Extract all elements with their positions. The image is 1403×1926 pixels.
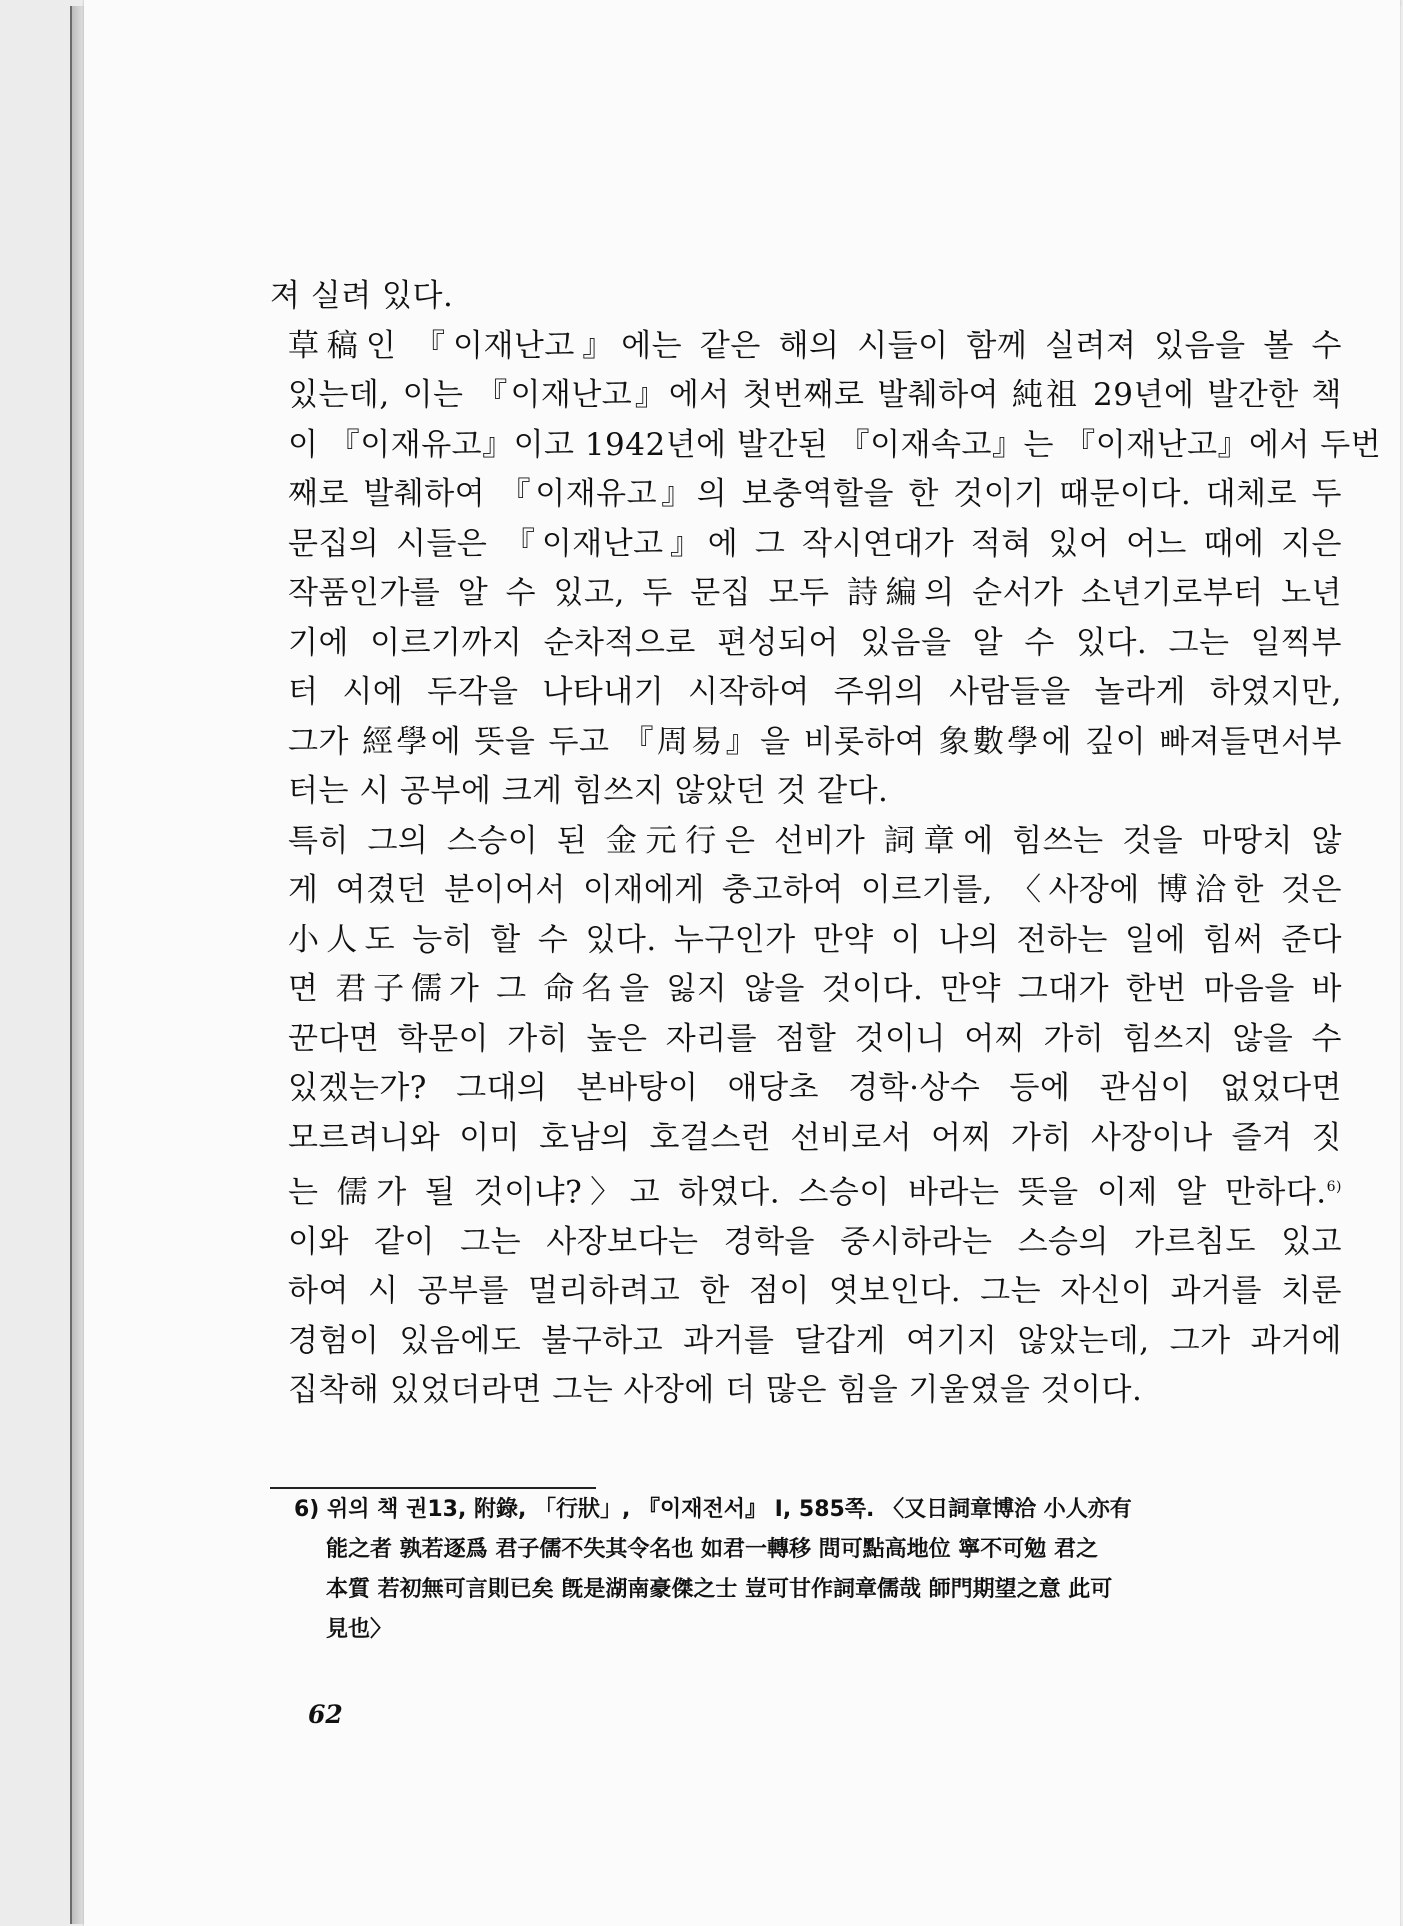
body-line: 문집의 시들은 『이재난고』에 그 작시연대가 적혀 있어 어느 때에 지은 [288,525,1342,562]
book-page [84,0,1400,1926]
body-line: 있겠는가? 그대의 본바탕이 애당초 경학·상수 등에 관심이 없었다면 [288,1070,1342,1106]
body-line: 小人도 능히 할 수 있다. 누구인가 만약 이 나의 전하는 일에 힘써 준다 [288,921,1342,958]
body-line: 째로 발췌하여 『이재유고』의 보충역할을 한 것이기 때문이다. 대체로 두 [288,476,1342,512]
page-number: 62 [308,1700,343,1729]
paragraph-2 [270,322,1382,817]
body-line: 게 여겼던 분이어서 이재에게 충고하여 이르기를, 〈사장에 博洽한 것은 [288,872,1342,908]
footnote-line: 見也〉 [326,1617,393,1642]
body-line: 져 실려 있다. [270,278,454,314]
footnote-reference: 6) [1326,1179,1342,1195]
footnote-line: 6) 위의 책 권13, 附錄, 「行狀」, 『이재전서』 Ⅰ, 585쪽. 〈又日詞章博洽 小人亦有 [294,1497,1132,1522]
footnote-divider [270,1487,596,1489]
body-line-with-footnote [270,1163,1342,1218]
body-line: 있는데, 이는 『이재난고』에서 첫번째로 발췌하여 純祖 29년에 발간한 책 [288,377,1342,413]
paragraph-4 [270,1218,1342,1416]
footnote-line: 本質 若初無可言則已矣 旣是湖南豪傑之士 豈可甘作詞章儒哉 師門期望之意 此可 [326,1577,1113,1602]
body-line: 면 君子儒가 그 命名을 잃지 않을 것이다. 만약 그대가 한번 마음을 바 [288,971,1342,1007]
footnote [294,1490,1342,1650]
body-line: 경험이 있음에도 불구하고 과거를 달갑게 여기지 않았는데, 그가 과거에 [288,1322,1342,1359]
body-line: 이 『이재유고』이고 1942년에 발간된 『이재속고』는 『이재난고』에서 두번 [288,426,1382,463]
body-line: 작품인가를 알 수 있고, 두 문집 모두 詩編의 순서가 소년기로부터 노년 [288,575,1342,611]
body-line: 기에 이르기까지 순차적으로 편성되어 있음을 알 수 있다. 그는 일찍부 [288,624,1342,661]
paragraph-3 [270,817,1342,1218]
body-line: 草稿인 『이재난고』에는 같은 해의 시들이 함께 실려져 있음을 볼 수 [288,327,1342,364]
body-line: 터는 시 공부에 크게 힘쓰지 않았던 것 같다. [288,773,889,809]
body-line: 모르려니와 이미 호남의 호걸스런 선비로서 어찌 가히 사장이나 즐겨 짓 [288,1119,1342,1156]
body-line: 꾼다면 학문이 가히 높은 자리를 점할 것이니 어찌 가히 힘쓰지 않을 수 [288,1020,1342,1057]
body-line: 특히 그의 스승이 된 金元行은 선비가 詞章에 힘쓰는 것을 마땅치 않 [288,822,1342,859]
body-text [270,272,1382,1416]
paragraph-1 [270,272,1342,322]
body-line: 이와 같이 그는 사장보다는 경학을 중시하라는 스승의 가르침도 있고 [288,1223,1342,1260]
body-line: 집착해 있었더라면 그는 사장에 더 많은 힘을 기울였을 것이다. [288,1372,1143,1409]
footnote-line: 能之者 孰若逐爲 君子儒不失其令名也 如君一轉移 問可點高地位 寧不可勉 君之 [326,1537,1098,1562]
body-line: 그가 經學에 뜻을 두고 『周易』을 비롯하여 象數學에 깊이 빠져들면서부 [288,723,1342,760]
body-line-text: 는 儒가 될 것이냐?〉고 하였다. 스승이 바라는 뜻을 이제 알 만하다. [288,1174,1327,1211]
body-line: 터 시에 두각을 나타내기 시작하여 주위의 사람들을 놀라게 하였지만, [288,674,1342,710]
body-line: 하여 시 공부를 멀리하려고 한 점이 엿보인다. 그는 자신이 과거를 치룬 [288,1273,1342,1310]
